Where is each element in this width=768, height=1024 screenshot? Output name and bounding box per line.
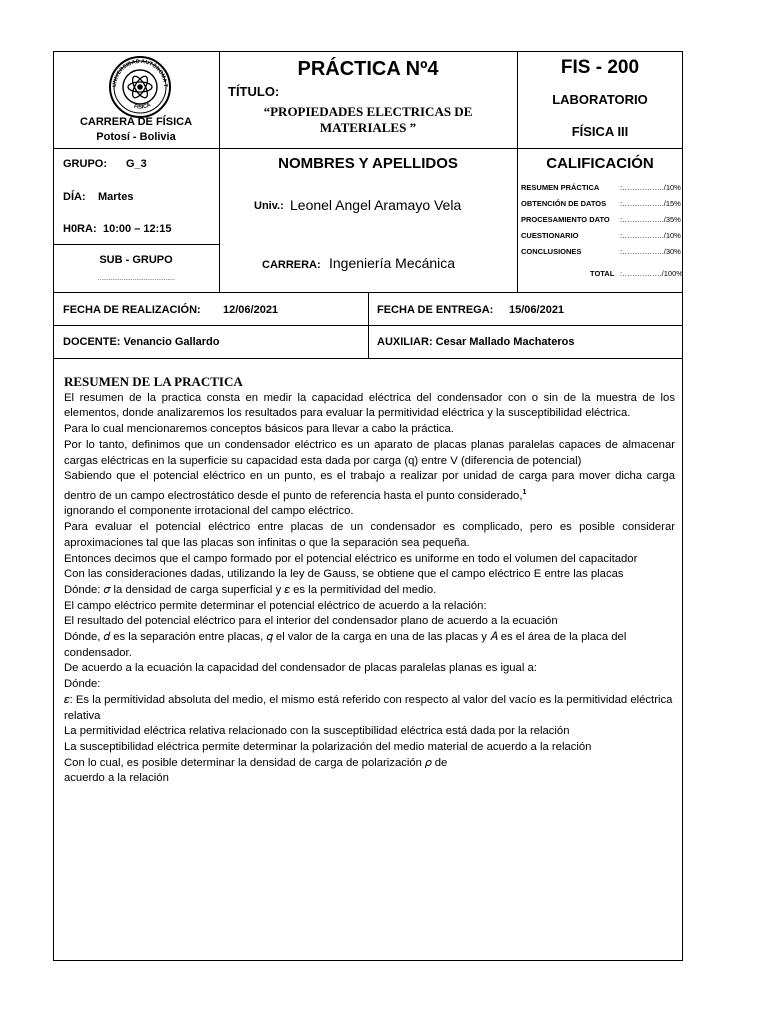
divider xyxy=(53,244,219,245)
subgrupo-value: …………………………………… xyxy=(97,276,175,282)
paragraph: Por lo tanto, definimos que un condensador eléctrico es un aparato de placas planas paralelas capaces de almacenar cargas eléctricas en la superficie su capacidad esta dada por carga (q) entre V (diferencia de potencial) xyxy=(64,438,675,467)
grade-row-value: :……………../35% xyxy=(620,215,681,224)
footnote-mark: 1 xyxy=(522,488,527,496)
paragraph: Dónde: xyxy=(64,678,101,691)
paragraph: Dónde, 𝑑 es la separación entre placas, 𝑞 el valor de la carga en una de las placas y 𝐴 es el área de la placa del condensador. xyxy=(64,631,627,659)
lab-label: LABORATORIO xyxy=(552,92,648,107)
grade-row-value: :……………../10% xyxy=(620,183,681,192)
dia-value: Martes xyxy=(98,191,134,203)
institution-location: Potosí - Bolivia xyxy=(96,131,176,143)
divider xyxy=(53,148,683,149)
grade-total-value: :……………./100% xyxy=(620,269,683,278)
divider xyxy=(368,292,369,358)
svg-text:UNIVERSIDAD AUTÓNOMA TOMÁS FRÍ: UNIVERSIDAD AUTÓNOMA T xyxy=(111,58,169,88)
grade-row-label: RESUMEN PRÁCTICA xyxy=(521,183,600,192)
paragraph: 𝜀: Es la permitividad absoluta del medio, el mismo está referido con respecto al valor del vacío es la permitividad eléctrica relativa xyxy=(64,693,673,722)
fecha-entrega-value: 15/06/2021 xyxy=(509,304,565,316)
paragraph: El resultado del potencial eléctrico para el interior del condensador plano de acuerdo a la ecuación xyxy=(64,615,558,628)
resumen-title: RESUMEN DE LA PRACTICA xyxy=(64,374,243,389)
titulo-label: TÍTULO: xyxy=(228,84,280,99)
student-name: Leonel Angel Aramayo Vela xyxy=(290,197,462,213)
divider xyxy=(53,358,683,359)
fecha-entrega-label: FECHA DE ENTREGA: xyxy=(377,304,494,316)
nombres-title: NOMBRES Y APELLIDOS xyxy=(278,155,458,172)
dia-label: DÍA: xyxy=(63,191,86,203)
paragraph: Para lo cual mencionaremos conceptos básicos para llevar a cabo la práctica. xyxy=(64,423,454,436)
grade-total-label: TOTAL xyxy=(590,269,615,278)
practice-title: PRÁCTICA Nº4 xyxy=(297,58,439,80)
paragraph: Para evaluar el potencial eléctrico entre placas de un condensador es complicado, pero es posible considerar aproximaciones tal que las placas son infinitas o que la separación sea pequeña. xyxy=(64,521,675,549)
paragraph: La susceptibilidad eléctrica permite determinar la polarización del medio material de acuerdo a la relación xyxy=(64,740,592,753)
titulo-line-1: “PROPIEDADES ELECTRICAS DE xyxy=(263,104,473,119)
grade-row-value: :……………../15% xyxy=(620,199,681,208)
grade-row-label: CUESTIONARIO xyxy=(521,231,579,240)
paragraph: Con lo cual, es posible determinar la densidad de carga de polarización 𝜌 de xyxy=(64,756,448,769)
univ-label: Univ.: xyxy=(254,200,284,212)
university-seal-logo xyxy=(108,56,172,118)
docente: DOCENTE: Venancio Gallardo xyxy=(63,336,220,348)
calificacion-title: CALIFICACIÓN xyxy=(546,155,654,172)
paragraph: La permitividad eléctrica relativa relacionado con la susceptibilidad eléctrica está dada por la relación xyxy=(64,725,570,738)
hora-label: H0RA: xyxy=(63,223,97,235)
paragraph: Con las consideraciones dadas, utilizando la ley de Gauss, se obtiene que el campo eléctrico E entre las placas xyxy=(64,568,624,581)
resumen-section xyxy=(64,374,675,787)
paragraph-text: Sabiendo que el potencial eléctrico en un punto, es el trabajo a realizar por unidad de carga para mover dicha carga dentro de un campo electrostático desde el punto de referencia hasta el punto considerado, xyxy=(64,470,675,502)
subgrupo-label: SUB - GRUPO xyxy=(99,254,173,266)
auxiliar: AUXILIAR: Cesar Mallado Machateros xyxy=(377,336,575,348)
carrera-value: Ingeniería Mecánica xyxy=(329,255,456,271)
paragraph xyxy=(64,469,675,504)
course-code: FIS - 200 xyxy=(560,57,640,78)
grade-row-label: OBTENCIÓN DE DATOS xyxy=(521,199,607,208)
svg-text:FÍSICA: FÍSICA xyxy=(133,102,152,111)
subject-label: FÍSICA III xyxy=(571,124,629,139)
fecha-realizacion-value: 12/06/2021 xyxy=(223,304,279,316)
paragraph: El resumen de la practica consta en medir la capacidad eléctrica del condensador con o sin de la muestra de los elementos, donde analizaremos los resultados para evaluar la permitividad eléctrica y la susceptibilidad eléctrica. xyxy=(64,391,675,420)
institution-name: CARRERA DE FÍSICA xyxy=(79,116,193,128)
paragraph: Dónde: 𝜎 la densidad de carga superficial y 𝜀 es la permitividad del medio. xyxy=(64,583,437,596)
carrera-label: CARRERA: xyxy=(262,259,321,271)
hora-value: 10:00 – 12:15 xyxy=(103,223,172,235)
grupo-value: G_3 xyxy=(126,158,147,170)
grade-row-value: :……………../30% xyxy=(620,247,681,256)
paragraph: De acuerdo a la ecuación la capacidad del condensador de placas paralelas planas es igual a: xyxy=(64,662,537,675)
grupo-label: GRUPO: xyxy=(63,158,107,170)
paragraph: acuerdo a la relación xyxy=(64,772,169,785)
grade-row-label: PROCESAMIENTO DATO xyxy=(521,215,610,224)
fecha-realizacion-label: FECHA DE REALIZACIÓN: xyxy=(63,304,201,316)
grade-row-label: CONCLUSIONES xyxy=(521,247,582,256)
paragraph: El campo eléctrico permite determinar el potencial eléctrico de acuerdo a la relación: xyxy=(64,599,487,612)
titulo-line-2: MATERIALES ” xyxy=(319,120,417,135)
paragraph: ignorando el componente irrotacional del campo eléctrico. xyxy=(64,505,354,518)
grade-row-value: :……………../10% xyxy=(620,231,681,240)
paragraph: Entonces decimos que el campo formado por el potencial eléctrico es uniforme en todo el volumen del capacitador xyxy=(64,552,638,565)
